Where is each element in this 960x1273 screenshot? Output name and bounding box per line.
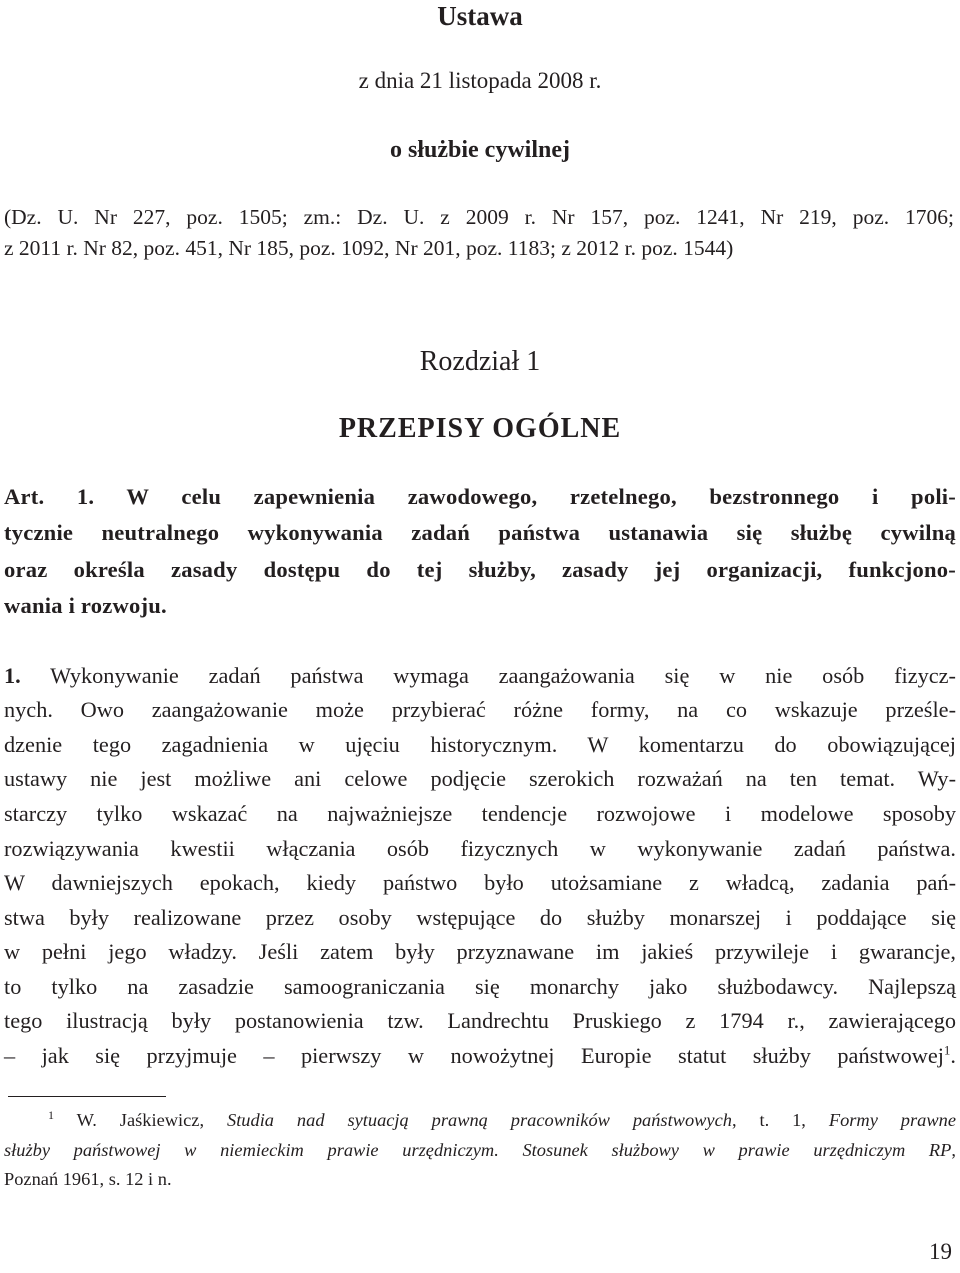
commentary-line-10: to tylko na zasadzie samoograniczania się monarchy jako służbodawcy. Najlepszą [4, 974, 956, 999]
footnote-line-2 [4, 1137, 956, 1163]
act-subject: o służbie cywilnej [390, 137, 570, 163]
article-line-2: tycznie neutralnego wykonywania zadań państwa ustanawia się służbę cywilną [4, 520, 956, 545]
footnote-comma: , [951, 1140, 956, 1160]
commentary-text-last: – jak się przyjmuje – pierwszy w nowożytnej Europie statut służby państwowej [4, 1043, 944, 1068]
article-line-3: oraz określa zasady dostępu do tej służby, zasady jej organizacji, funkcjono- [4, 557, 956, 582]
article-line-4: wania i rozwoju. [4, 593, 167, 618]
commentary-number: 1. [4, 663, 21, 688]
commentary-line-5: starczy tylko wskazać na najważniejsze tendencje rozwojowe i modelowe sposoby [4, 801, 956, 826]
chapter-label: Rozdział 1 [419, 346, 541, 377]
commentary-line-12: – jak się przyjmuje – pierwszy w nowożytnej Europie statut służby państwowej$^1$. [4, 1042, 956, 1068]
article-line-1 [4, 482, 956, 512]
footnote-title-1: Studia nad sytuacją prawną pracowników państwowych [227, 1110, 732, 1130]
commentary-line-1 [4, 661, 956, 691]
commentary-line-11: tego ilustracją były postanowienia tzw. Landrechtu Pruskiego z 1794 r., zawierającego [4, 1008, 956, 1033]
commentary-line-4: ustawy nie jest możliwe ani celowe podjęcie szerokich rozważań na ten temat. Wy- [4, 766, 956, 791]
commentary-line-2: nych. Owo zaangażowanie może przybierać różne formy, na co wskazuje prześle- [4, 697, 956, 722]
act-date: z dnia 21 listopada 2008 r. [358, 68, 602, 93]
page-number: 19 [929, 1239, 952, 1264]
commentary-line-7: W dawniejszych epokach, kiedy państwo było utożsamiane z władcą, zadania pań- [4, 870, 956, 895]
chapter-title: PRZEPISY OGÓLNE [338, 413, 622, 444]
commentary-line-8: stwa były realizowane przez osoby wstępujące do służby monarszej i poddające się [4, 905, 956, 930]
footnote-title-2: Formy prawne [828, 1110, 956, 1130]
footnote-divider [8, 1096, 166, 1097]
footnote-marker: 1 [48, 1107, 54, 1122]
footnote-author: W. Jaśkiewicz, [54, 1110, 227, 1130]
footnote-reference: 1 [943, 1042, 951, 1058]
commentary-line-3: dzenie tego zagadnienia w ujęciu historycznym. W komentarzu do obowiązującej [4, 732, 956, 757]
commentary-line-9: w pełni jego władzy. Jeśli zatem były przyznawane im jakieś przywileje i gwarancje, [4, 939, 956, 964]
footnote-title-2-cont: służby państwowej w niemieckim prawie urzędniczym. Stosunek służbowy w prawie urzędniczym RP [4, 1140, 952, 1160]
footnote-line-1 [4, 1107, 956, 1133]
source-reference-line-1: (Dz. U. Nr 227, poz. 1505; zm.: Dz. U. z 2009 r. Nr 157, poz. 1241, Nr 219, poz. 1706; [4, 205, 954, 229]
footnote-volume: , t. 1, [731, 1110, 829, 1130]
commentary-line-6: rozwiązywania kwestii włączania osób fizycznych w wykonywanie zadań państwa. [4, 836, 956, 861]
article-text: W celu zapewnienia zawodowego, rzetelnego, bezstronnego i poli- [94, 484, 956, 509]
footnote-line-3: Poznań 1961, s. 12 i n. [4, 1169, 172, 1189]
commentary-text: Wykonywanie zadań państwa wymaga zaangażowania się w nie osób fizycz- [20, 663, 956, 688]
article-number: Art. 1. [4, 484, 95, 509]
source-reference-line-2: z 2011 r. Nr 82, poz. 451, Nr 185, poz. 1092, Nr 201, poz. 1183; z 2012 r. poz. 1544) [4, 236, 734, 260]
act-title: Ustawa [437, 1, 523, 31]
